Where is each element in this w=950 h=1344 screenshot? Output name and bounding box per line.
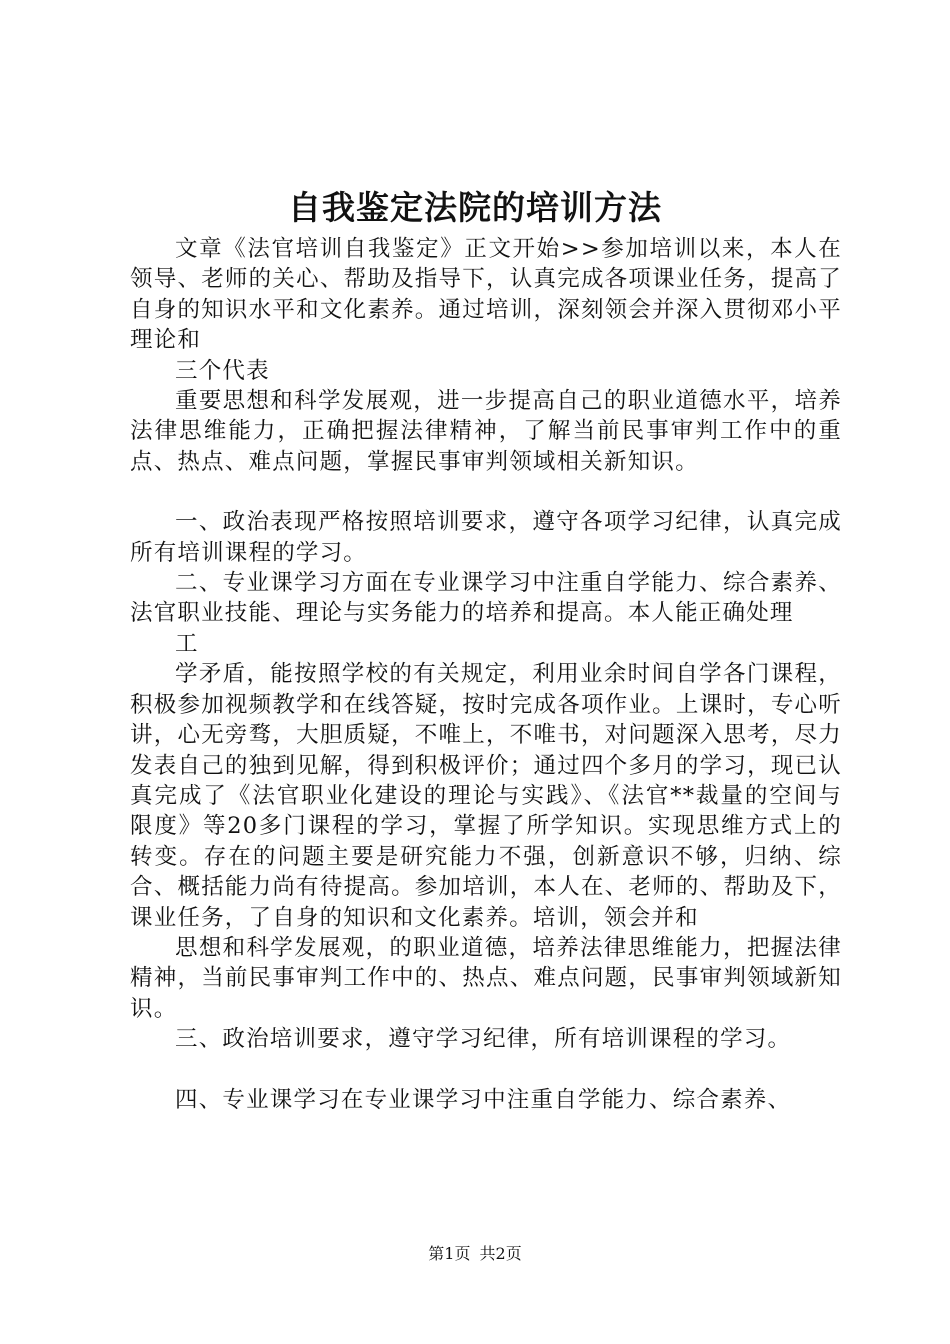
- paragraph-intro: 文章《法官培训自我鉴定》正文开始>>参加培训以来，本人在领导、老师的关心、帮助及指导下，认真完成各项课业任务，提高了自身的知识水平和文化素养。通过培训，深刻领会并深入贯彻邓小平理论和: [130, 236, 842, 354]
- document-title: 自我鉴定法院的培训方法: [288, 188, 662, 227]
- paragraph-section-three: 三、政治培训要求，遵守学习纪律，所有培训课程的学习。: [175, 1026, 792, 1053]
- paragraph-section-four: 四、专业课学习在专业课学习中注重自学能力、综合素养、: [175, 1086, 792, 1113]
- paragraph-thought: 思想和科学发展观，的职业道德，培养法律思维能力，把握法律精神，当前民事审判工作中的、热点、难点问题，民事审判领域新知识。: [130, 934, 842, 1022]
- paragraph-section-one: 一、政治表现严格按照培训要求，遵守各项学习纪律，认真完成所有培训课程的学习。: [130, 509, 842, 566]
- document-body: [130, 234, 842, 1115]
- paragraph-section-two: 二、专业课学习方面在专业课学习中注重自学能力、综合素养、法官职业技能、理论与实务能力的培养和提高。本人能正确处理: [130, 570, 842, 627]
- page-number: 第1页: [428, 1244, 471, 1263]
- paragraph-gap: [130, 1055, 842, 1085]
- paragraph-work: 工: [175, 630, 199, 657]
- paragraph-three-represents: 三个代表: [175, 357, 270, 384]
- paragraph-development: 重要思想和科学发展观，进一步提高自己的职业道德水平，培养法律思维能力，正确把握法律精神，了解当前民事审判工作中的重点、热点、难点问题，掌握民事审判领域相关新知识。: [130, 388, 842, 475]
- paragraph-gap: [130, 477, 842, 507]
- paragraph-study-details: 学矛盾，能按照学校的有关规定，利用业余时间自学各门课程，积极参加视频教学和在线答疑，按时完成各项作业。上课时，专心听讲，心无旁骛，大胆质疑，不唯上，不唯书，对问题深入思考，尽力发表自己的独到见解，得到积极评价；通过四个多月的学习，现已认真完成了《法官职业化建设的理论与实践》、《法官**裁量的空间与限度》等20多门课程的学习，掌握了所学知识。实现思维方式上的转变。存在的问题主要是研究能力不强，创新意识不够，归纳、综合、概括能力尚有待提高。参加培训，本人在、老师的、帮助及下，课业任务，了自身的知识和文化素养。培训，领会并和: [130, 661, 842, 931]
- page-total: 共2页: [479, 1244, 522, 1263]
- page-footer: [0, 1243, 950, 1265]
